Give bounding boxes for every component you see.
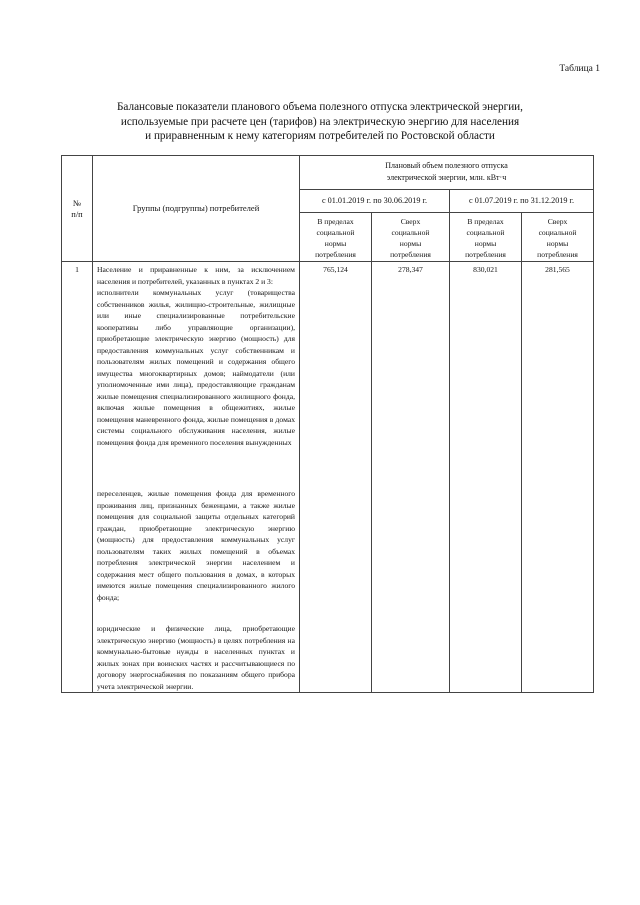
- consumer-group-description: [93, 262, 300, 693]
- header-period-1: с 01.01.2019 г. по 30.06.2019 г.: [300, 190, 450, 213]
- table-number-label: Таблица 1: [559, 64, 600, 74]
- value-p2-within-norm: 830,021: [450, 262, 522, 693]
- balance-indicators-table: [61, 155, 594, 693]
- header-p1-within-norm: В пределах социальной нормы потребления: [300, 213, 372, 262]
- value-p1-within-norm: 765,124: [300, 262, 372, 693]
- header-planned-volume: Плановый объем полезного отпуска электрической энергии, млн. кВт·ч: [300, 156, 594, 190]
- value-p2-above-norm: 281,565: [522, 262, 594, 693]
- header-row-number: № п/п: [62, 156, 93, 262]
- header-p2-above-norm: Сверх социальной нормы потребления: [522, 213, 594, 262]
- table-row: [62, 262, 594, 693]
- header-p1-above-norm: Сверх социальной нормы потребления: [372, 213, 450, 262]
- title-line-1: Балансовые показатели планового объема полезного отпуска электрической энергии,: [117, 101, 523, 113]
- title-line-3: и приравненным к нему категориям потребителей по Ростовской области: [145, 130, 495, 142]
- value-p1-above-norm: 278,347: [372, 262, 450, 693]
- header-period-2: с 01.07.2019 г. по 31.12.2019 г.: [450, 190, 594, 213]
- description-part-3: юридические и физические лица, приобретающие электрическую энергию (мощность) в целях потребления на коммунально-бытовые нужды в населенных пунктах и жилых зонах при воинских частях и рассчитывающиеся по договору энергоснабжения по показаниям общего прибора учета электрической энергии.: [97, 624, 295, 691]
- document-title: [60, 100, 580, 144]
- title-line-2: используемые при расчете цен (тарифов) на электрическую энергию для населения: [120, 115, 520, 128]
- description-part-2: переселенцев, жилые помещения фонда для временного проживания лиц, признанных беженцами, а также жилые помещения для социальной защиты отдельных категорий граждан, приобретающие электрическую энергию (мощность) для предоставления коммунальных услуг пользователям таких жилых помещений в объемах потребления электрической энергии населением и содержания мест общего пользования в домах, в которых имеются жилые помещения специализированного жилого фонда;: [97, 489, 295, 602]
- row-number: 1: [62, 262, 93, 693]
- description-part-1: Население и приравненные к ним, за исключением населения и потребителей, указанных в пунктах 2 и 3: исполнители коммунальных услуг (товарищества собственников жилья, жилищно-строительные, жилищные или иные специализированные потребительские кооперативы либо управляющие организации), приобретающие электрическую энергию (мощность) для предоставления коммунальных услуг собственникам и пользователям жилых помещений и содержания общего имущества многоквартирных домов; наймодатели (или уполномоченные ими лица), предоставляющие гражданам жилые помещения специализированного жилищного фонда, включая жилые помещения в общежитиях, жилые помещения маневренного фонда, жилые помещения в домах системы социального обслуживания населения, жилые помещения фонда для временного поселения вынужденных: [97, 265, 295, 447]
- header-consumer-groups: Группы (подгруппы) потребителей: [93, 156, 300, 262]
- header-p2-within-norm: В пределах социальной нормы потребления: [450, 213, 522, 262]
